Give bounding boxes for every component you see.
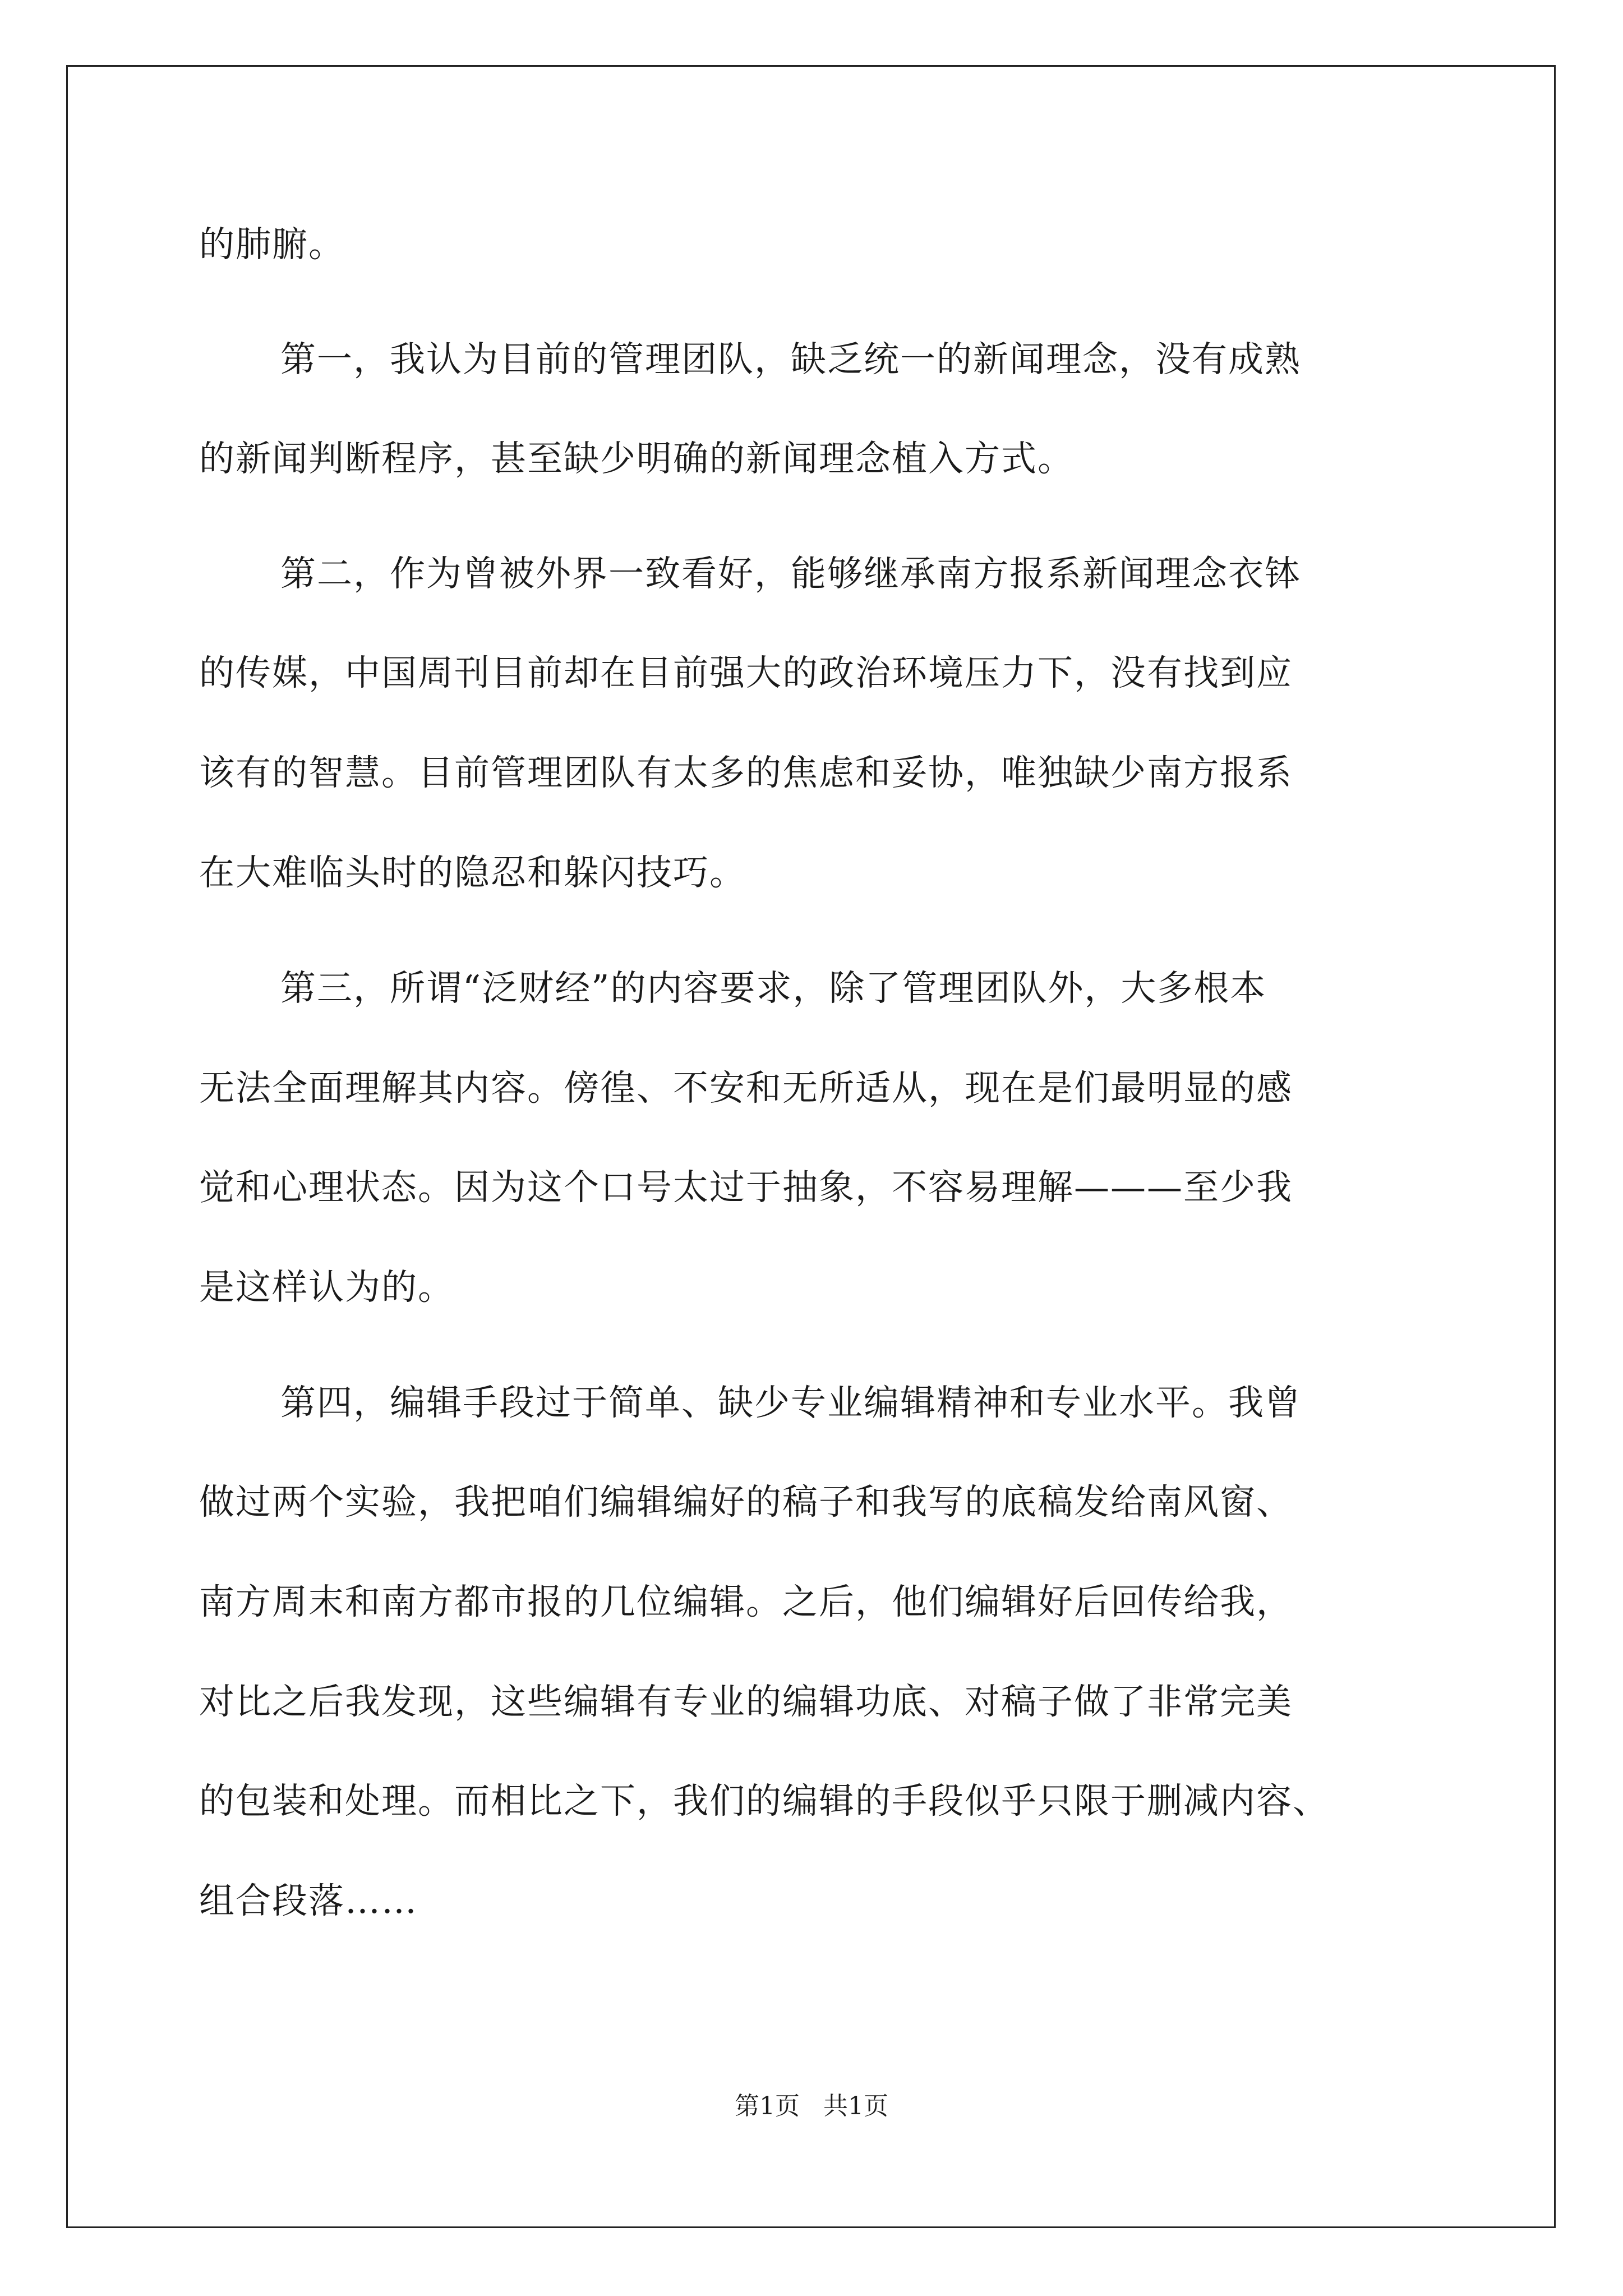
text-line: 无法全面理解其内容。傍徨、不安和无所适从，现在是们最明显的感 — [199, 1068, 1293, 1108]
text-line: 组合段落…… — [199, 1880, 418, 1921]
paragraph-first-line: 第四，编辑手段过于简单、缺少专业编辑精神和专业水平。我曾 — [280, 1382, 1301, 1423]
text-line: 对比之后我发现，这些编辑有专业的编辑功底、对稿子做了非常完美 — [199, 1681, 1293, 1722]
text-line: 在大难临头时的隐忍和躲闪技巧。 — [199, 852, 746, 893]
text-line: 南方周末和南方都市报的几位编辑。之后，他们编辑好后回传给我， — [199, 1581, 1293, 1622]
text-line: 的传媒，中国周刊目前却在目前强大的政治环境压力下，没有找到应 — [199, 652, 1293, 693]
text-line: 的新闻判断程序，甚至缺少明确的新闻理念植入方式。 — [199, 438, 1074, 479]
paragraph-first-line: 第三，所谓“泛财经”的内容要求，除了管理团队外，大多根本 — [280, 968, 1267, 1009]
text-line: 的肺腑。 — [199, 224, 345, 265]
page-total: 共1页 — [823, 2092, 888, 2120]
text-line: 的包装和处理。而相比之下，我们的编辑的手段似乎只限于删减内容、 — [199, 1780, 1329, 1821]
text-line: 做过两个实验，我把咱们编辑编好的稿子和我写的底稿发给南风窗、 — [199, 1481, 1293, 1522]
paragraph-first-line: 第一，我认为目前的管理团队，缺乏统一的新闻理念，没有成熟 — [280, 339, 1301, 380]
text-line: 觉和心理状态。因为这个口号太过于抽象，不容易理解———至少我 — [199, 1167, 1293, 1208]
page-footer — [0, 2090, 1623, 2123]
page-number: 第1页 — [735, 2092, 800, 2120]
paragraph-first-line: 第二，作为曾被外界一致看好，能够继承南方报系新闻理念衣钵 — [280, 553, 1301, 594]
text-line: 该有的智慧。目前管理团队有太多的焦虑和妥协，唯独缺少南方报系 — [199, 752, 1293, 793]
text-line: 是这样认为的。 — [199, 1267, 454, 1308]
